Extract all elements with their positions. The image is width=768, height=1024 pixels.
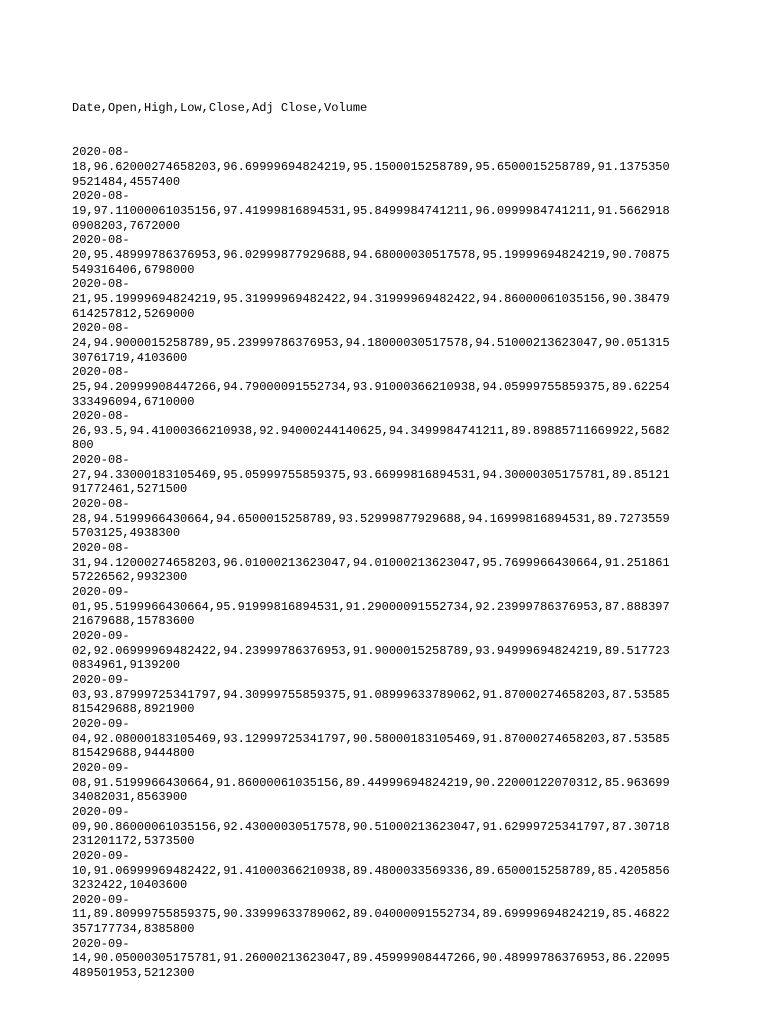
csv-record-line: 11,89.80999755859375,90.33999633789062,89.04000091552734,89.69999694824219,85.46822	[72, 907, 670, 922]
csv-record-line: 91772461,5271500	[72, 482, 188, 497]
csv-record-line: 231201172,5373500	[72, 834, 195, 849]
csv-record-line: 815429688,9444800	[72, 746, 195, 761]
csv-record-line: 614257812,5269000	[72, 306, 195, 321]
csv-record-line: 01,95.5199966430664,95.91999816894531,91.29000091552734,92.23999786376953,87.888397	[72, 599, 670, 614]
csv-record-line: 03,93.87999725341797,94.30999755859375,91.08999633789062,91.87000274658203,87.53585	[72, 687, 670, 702]
csv-record-line: 14,90.05000305175781,91.26000213623047,89.45999908447266,90.48999786376953,86.22095	[72, 951, 670, 966]
csv-record-line: 2020-09-	[72, 716, 130, 731]
csv-record-line: 5703125,4938300	[72, 526, 181, 541]
csv-record-line: 549316406,6798000	[72, 262, 195, 277]
csv-record-line: 09,90.86000061035156,92.43000030517578,90.51000213623047,91.62999725341797,87.30718	[72, 819, 670, 834]
csv-record-line: 2020-09-	[72, 629, 130, 643]
csv-record-line: 2020-09-	[72, 672, 130, 687]
csv-record-line: 2020-09-	[72, 760, 130, 775]
csv-record-line: 57226562,9932300	[72, 570, 188, 585]
csv-record-line: 2020-08-	[72, 365, 130, 380]
csv-record-line: 21679688,15783600	[72, 614, 195, 629]
csv-document	[72, 72, 670, 995]
csv-record-line: 333496094,6710000	[72, 394, 195, 409]
csv-record-line: 2020-08-	[72, 497, 130, 512]
csv-record-line: 08,91.5199966430664,91.86000061035156,89.44999694824219,90.22000122070312,85.963699	[72, 775, 670, 790]
csv-record-line: 2020-09-	[72, 804, 130, 819]
csv-record-line: 2020-08-	[72, 453, 130, 468]
csv-record-line: 18,96.62000274658203,96.69999694824219,95.1500015258789,95.6500015258789,91.1375350	[72, 160, 670, 174]
csv-record-line: 2020-09-	[72, 892, 130, 907]
csv-record-line: 28,94.5199966430664,94.6500015258789,93.52999877929688,94.16999816894531,89.7273559	[72, 511, 670, 526]
csv-record-line: 3232422,10403600	[72, 878, 188, 893]
csv-record-line: 21,95.19999694824219,95.31999969482422,94.31999969482422,94.86000061035156,90.38479	[72, 291, 670, 306]
csv-record-line: 489501953,5212300	[72, 966, 195, 981]
csv-record-line: 0908203,7672000	[72, 218, 181, 233]
csv-record-line: 357177734,8385800	[72, 922, 195, 937]
csv-record-line: 2020-08-	[72, 409, 130, 424]
csv-record-line: 25,94.20999908447266,94.79000091552734,93.91000366210938,94.05999755859375,89.62254	[72, 379, 670, 394]
csv-header-line: Date,Open,High,Low,Close,Adj Close,Volume	[72, 101, 368, 116]
csv-record-line: 2020-08-	[72, 233, 130, 248]
csv-record-line: 10,91.06999969482422,91.41000366210938,89.4800033569336,89.6500015258789,85.4205856	[72, 863, 670, 878]
csv-records	[72, 145, 670, 980]
csv-record-line: 2020-08-	[72, 541, 130, 556]
csv-record-line: 02,92.06999969482422,94.23999786376953,91.9000015258789,93.94999694824219,89.517723	[72, 643, 670, 658]
csv-record-line: 2020-09-	[72, 585, 130, 600]
csv-record-line: 2020-08-	[72, 189, 130, 204]
csv-record-line: 815429688,8921900	[72, 702, 195, 717]
csv-record-line: 26,93.5,94.41000366210938,92.94000244140625,94.3499984741211,89.89885711669922,5682	[72, 423, 670, 438]
csv-record-line: 2020-08-	[72, 321, 130, 336]
csv-record-line: 27,94.33000183105469,95.05999755859375,93.66999816894531,94.30000305175781,89.85121	[72, 467, 670, 482]
csv-record-line: 19,97.11000061035156,97.41999816894531,95.8499984741211,96.0999984741211,91.5662918	[72, 203, 670, 218]
csv-record-line: 2020-09-	[72, 848, 130, 863]
csv-record-line: 34082031,8563900	[72, 790, 188, 805]
csv-record-line: 0834961,9139200	[72, 658, 181, 673]
csv-record-line: 20,95.48999786376953,96.02999877929688,94.68000030517578,95.19999694824219,90.70875	[72, 247, 670, 262]
csv-record-line: 2020-08-	[72, 145, 130, 160]
csv-record-line: 04,92.08000183105469,93.12999725341797,90.58000183105469,91.87000274658203,87.53585	[72, 731, 670, 746]
csv-record-line: 2020-09-	[72, 936, 130, 951]
csv-record-line: 30761719,4103600	[72, 350, 188, 365]
csv-record-line: 2020-08-	[72, 277, 130, 292]
csv-record-line: 9521484,4557400	[72, 174, 181, 189]
csv-record-line: 31,94.12000274658203,96.01000213623047,94.01000213623047,95.7699966430664,91.251861	[72, 555, 670, 570]
csv-record-line: 800	[72, 438, 94, 453]
csv-record-line: 24,94.9000015258789,95.23999786376953,94.18000030517578,94.51000213623047,90.051315	[72, 335, 670, 350]
